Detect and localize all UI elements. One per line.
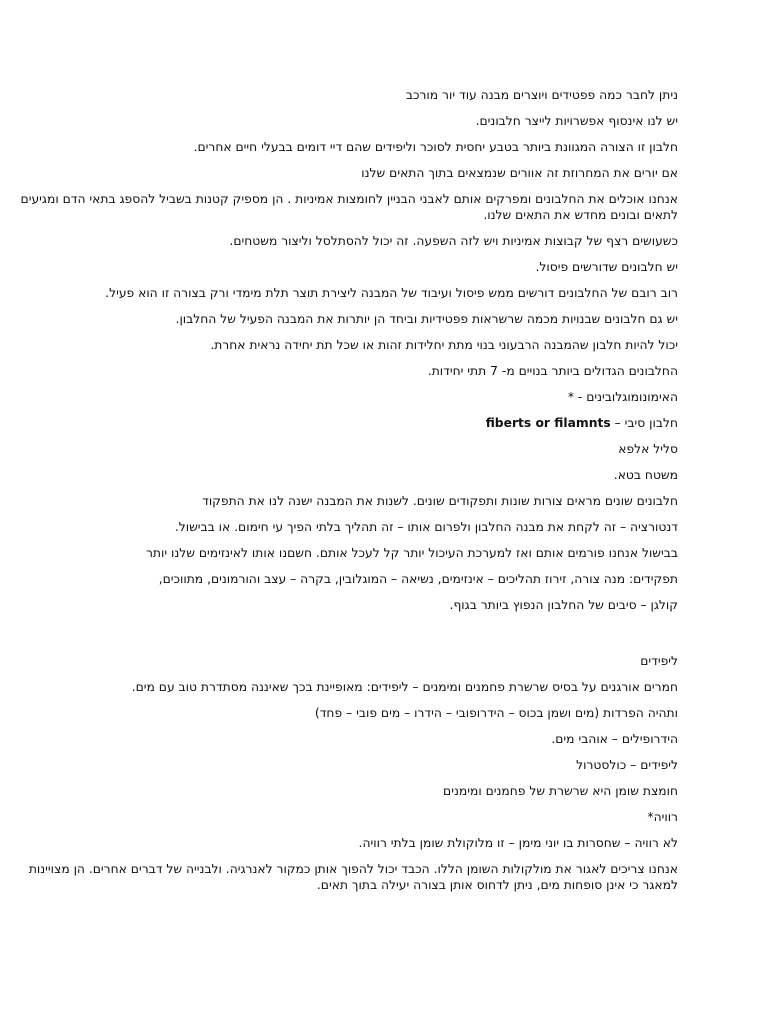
paragraph: קולגן – סיבים של החלבון הנפוץ ביותר בגוף.	[449, 598, 678, 612]
paragraph: ותהיה הפרדות (מים ושמן בכוס – הידרופובי – הידרו – מים פובי – פחד)	[314, 706, 678, 720]
paragraph: רוב רובם של החלבונים דורשים ממש פיסול ועיבוד של המבנה ליצירת תוצר תלת מימדי ורק בצורה זו הוא פעיל.	[105, 286, 678, 300]
paragraph: חלבונים שונים מראים צורות שונות ותפקודים שונים. לשנות את המבנה ישנה לנו את התפקוד	[202, 494, 678, 508]
paragraph: לא רוויה – שחסרות בו יוני מימן – זו מלוקולת שומן בלתי רוויה.	[358, 836, 678, 850]
paragraph: אם יורים את המחרוזת זה אוורים שנמצאים בתוך התאים שלנו	[361, 166, 678, 180]
fiber-protein-label: חלבון סיבי –	[614, 416, 678, 430]
paragraph: כשעושים רצף של קבוצות אמיניות ויש לזה השפעה. זה יכול להסתלסל וליצור משטחים.	[229, 234, 678, 248]
paragraph: הידרופילים – אוהבי מים.	[551, 732, 678, 746]
paragraph: חלבון זו הצורה המגוונת ביותר בטבע יחסית לסוכר וליפידים שהם דיי דומים בבעלי חיים אחרים.	[193, 140, 678, 154]
paragraph: ניתן לחבר כמה פפטידים ויוצרים מבנה עוד יור מורכב	[405, 88, 678, 102]
paragraph: בבישול אנחנו פורמים אותם ואז למערכת העיכול יותר קל לעכל אותם. חשםנו אותו לאינזימים שלנו יותר	[145, 546, 678, 560]
paragraph: יכול להיות חלבון שהמבנה הרבעוני בנוי מתת יחלידות זהות או שכל תת יחידה נראית אחרת.	[210, 338, 678, 352]
paragraph: רוויה*	[647, 810, 678, 824]
paragraph: החלבונים הגדולים ביותר בנויים מ- 7 תתי יחידות.	[427, 364, 678, 378]
paragraph: דנטורציה – זה לקחת את מבנה החלבון ולפרום אותו – זה תהליך בלתי הפיך עי חימום. או בבישול.	[174, 520, 678, 534]
section-heading-lipids: ליפידים	[640, 654, 678, 668]
paragraph: חומצת שומן היא שרשרת של פחמנים ומימנים	[443, 784, 678, 798]
paragraph: יש גם חלבונים שבנויות מכמה שרשראות פפטידיות וביחד הן יותרות את המבנה הפעיל של החלבון.	[175, 312, 678, 326]
paragraph: האימונומוגלובינים - *	[567, 390, 678, 404]
paragraph: אנחנו צריכים לאגור את מולקולות השומן הללו. הכבד יכול להפוך אותן כמקור לאנרגיה. ולבנייה של דברים אחרים. הן מצויינות למאגר כי אינן סופחות מים, ניתן לדחוס אותן בצורה יעילה בתוך תאים.	[28, 862, 678, 892]
paragraph: יש לנו אינסוף אפשרויות לייצר חלבונים.	[475, 114, 678, 128]
paragraph-fiber-protein	[96, 415, 678, 431]
paragraph: ליפידים – כולסטרול	[576, 758, 678, 772]
paragraph: תפקידים: מנה צורה, זירוז תהליכים – אינזימים, נשיאה – המוגלובין, בקרה – עצב והורמונים, מתווכים,	[158, 572, 678, 586]
fiber-term: fiberts or filamnts	[485, 416, 611, 430]
paragraph: חמרים אורגנים על בסיס שרשרת פחמנים ומימנים – ליפידים: מאופיינת בכך שאיננה מסתדרת טוב עם מים.	[131, 680, 678, 694]
paragraph: יש חלבונים שדורשים פיסול.	[535, 260, 678, 274]
paragraph: משטח בטא.	[613, 468, 678, 482]
paragraph: אנחנו אוכלים את החלבונים ומפרקים אותם לאבני הבניין לחומצות אמיניות . הן מספיק קטנות בשביל להספג בתאי הדם ומגיעים לתאים ובונים מחדש את התאים שלנו.	[20, 192, 678, 222]
document-body	[20, 87, 678, 893]
section-gap	[96, 623, 678, 653]
paragraph: סליל אלפא	[618, 442, 678, 456]
